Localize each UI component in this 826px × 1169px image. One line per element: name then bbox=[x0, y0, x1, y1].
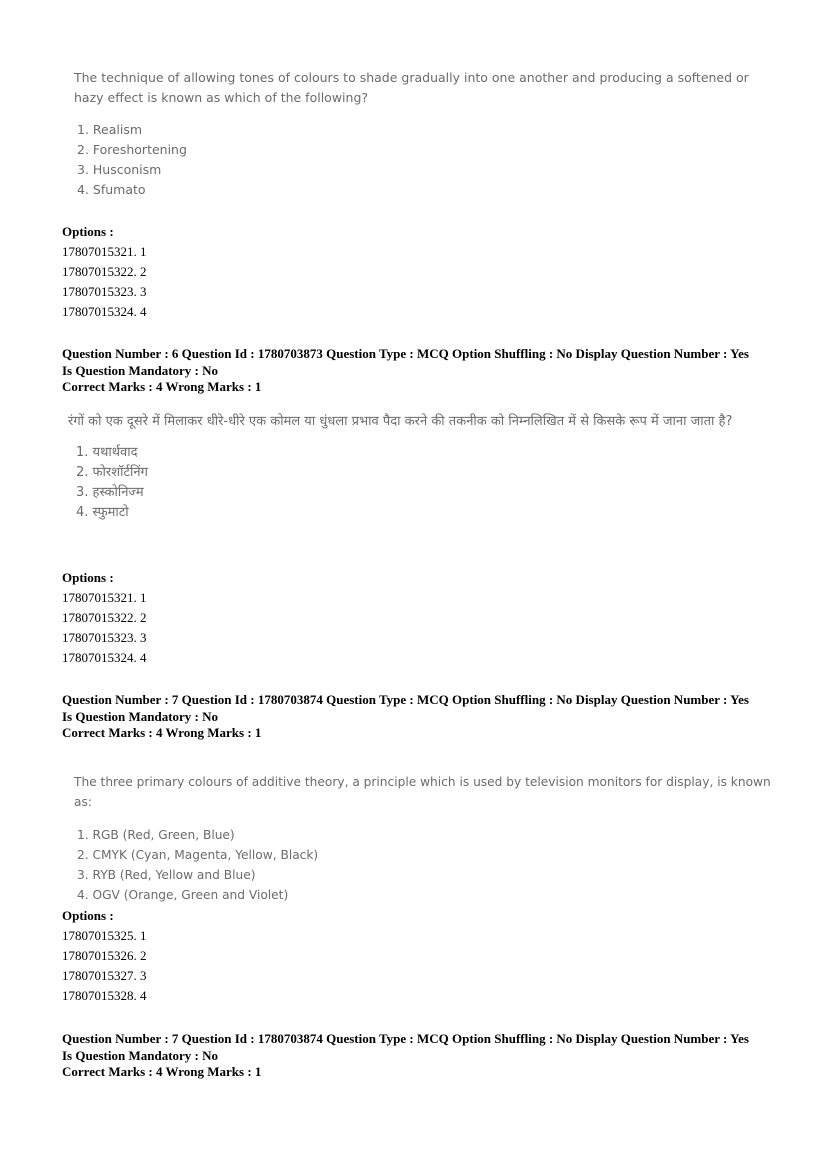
question-stem: The three primary colours of additive theory, a principle which is used by television monitors for display, is known as: bbox=[74, 775, 771, 809]
choice-item: 3. RYB (Red, Yellow and Blue) bbox=[77, 868, 256, 882]
question-stem: The technique of allowing tones of colours to shade gradually into one another and producing a softened or hazy effect is known as which of the following? bbox=[74, 70, 749, 105]
option-item: 17807015322. 2 bbox=[62, 610, 147, 625]
choice-item: 1. Realism bbox=[77, 122, 143, 137]
option-item: 17807015327. 3 bbox=[62, 968, 147, 983]
option-item: 17807015321. 1 bbox=[62, 590, 147, 605]
question-choices bbox=[68, 443, 773, 523]
options-label: Options : bbox=[62, 224, 114, 239]
question-meta-q7 bbox=[62, 692, 782, 742]
question-marks: Correct Marks : 4 Wrong Marks : 1 bbox=[62, 379, 262, 394]
question-stem: रंगों को एक दूसरे में मिलाकर धीरे-धीरे एक कोमल या धुंधला प्रभाव पैदा करने की तकनीक को निम्नलिखित में से किसके रूप में जाना जाता है? bbox=[68, 414, 733, 429]
options-section bbox=[62, 906, 147, 1006]
option-item: 17807015325. 1 bbox=[62, 928, 147, 943]
question-image-q7-en bbox=[74, 772, 784, 905]
choice-item: 1. यथार्थवाद bbox=[76, 445, 138, 460]
question-image-q5-en bbox=[74, 68, 764, 200]
choice-item: 1. RGB (Red, Green, Blue) bbox=[77, 828, 235, 842]
option-item: 17807015322. 2 bbox=[62, 264, 147, 279]
option-item: 17807015326. 2 bbox=[62, 948, 147, 963]
choice-item: 4. OGV (Orange, Green and Violet) bbox=[77, 888, 289, 902]
options-section bbox=[62, 222, 147, 322]
question-marks: Correct Marks : 4 Wrong Marks : 1 bbox=[62, 1064, 262, 1079]
choice-item: 3. Husconism bbox=[77, 162, 162, 177]
question-marks: Correct Marks : 4 Wrong Marks : 1 bbox=[62, 725, 262, 740]
option-item: 17807015324. 4 bbox=[62, 650, 147, 665]
option-item: 17807015324. 4 bbox=[62, 304, 147, 319]
question-choices bbox=[74, 120, 764, 200]
question-meta-line: Question Number : 7 Question Id : 1780703874 Question Type : MCQ Option Shuffling : No Display Question Number : Yes bbox=[62, 1031, 749, 1046]
choice-item: 2. Foreshortening bbox=[77, 142, 187, 157]
options-label: Options : bbox=[62, 570, 114, 585]
question-meta-line: Question Number : 7 Question Id : 1780703874 Question Type : MCQ Option Shuffling : No Display Question Number : Yes bbox=[62, 692, 749, 707]
choice-item: 4. स्फुमाटो bbox=[76, 505, 129, 520]
choice-item: 4. Sfumato bbox=[77, 182, 146, 197]
choice-item: 2. फोरशॉर्टनिंग bbox=[76, 465, 148, 480]
choice-item: 3. हस्कोनिज्म bbox=[76, 485, 144, 500]
question-mandatory: Is Question Mandatory : No bbox=[62, 1047, 219, 1063]
options-section bbox=[62, 568, 147, 668]
option-item: 17807015323. 3 bbox=[62, 630, 147, 645]
question-mandatory: Is Question Mandatory : No bbox=[62, 708, 219, 724]
question-meta-q7-repeat bbox=[62, 1031, 782, 1081]
option-item: 17807015321. 1 bbox=[62, 244, 147, 259]
option-item: 17807015323. 3 bbox=[62, 284, 147, 299]
question-meta-q6 bbox=[62, 346, 782, 396]
options-label: Options : bbox=[62, 908, 114, 923]
choice-item: 2. CMYK (Cyan, Magenta, Yellow, Black) bbox=[77, 848, 319, 862]
question-choices bbox=[74, 825, 784, 905]
option-item: 17807015328. 4 bbox=[62, 988, 147, 1003]
question-mandatory: Is Question Mandatory : No bbox=[62, 362, 219, 378]
question-image-q6-hi bbox=[68, 411, 773, 523]
question-meta-line: Question Number : 6 Question Id : 1780703873 Question Type : MCQ Option Shuffling : No Display Question Number : Yes bbox=[62, 346, 749, 361]
